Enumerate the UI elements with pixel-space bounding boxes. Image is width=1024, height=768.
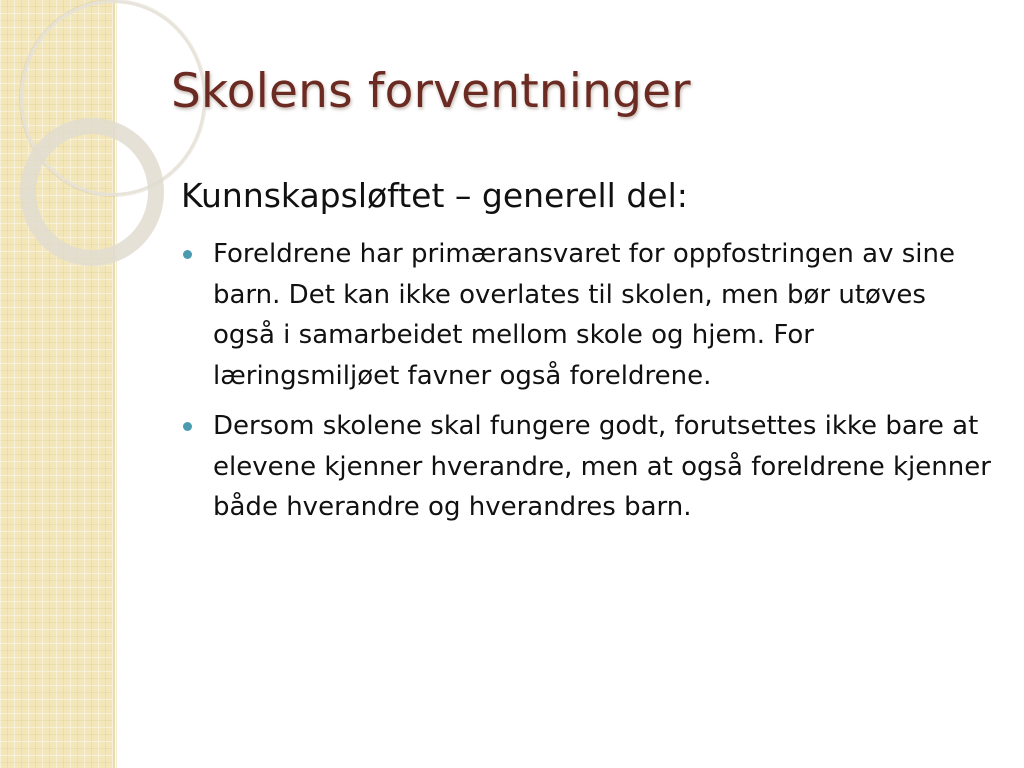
bullet-text: Dersom skolene skal fungere godt, forutsettes ikke bare at elevene kjenner hverandre, men at også foreldrene kjenner både hverandre og hverandres barn. (213, 411, 991, 522)
bullet-text: Foreldrene har primæransvaret for oppfostringen av sine barn. Det kan ikke overlates til skolen, men bør utøves også i samarbeidet mellom skole og hjem. For læringsmiljøet favner også foreldrene. (213, 239, 956, 391)
bullet-list (181, 234, 996, 538)
bullet-item (181, 234, 996, 396)
decorative-ring-inner (20, 118, 164, 266)
bullet-dot-icon (183, 422, 192, 431)
bullet-dot-icon (183, 250, 192, 259)
bullet-item (181, 406, 996, 528)
slide-subheading: Kunnskapsløftet – generell del: (181, 176, 688, 215)
slide-title: Skolens forventninger (171, 64, 691, 119)
